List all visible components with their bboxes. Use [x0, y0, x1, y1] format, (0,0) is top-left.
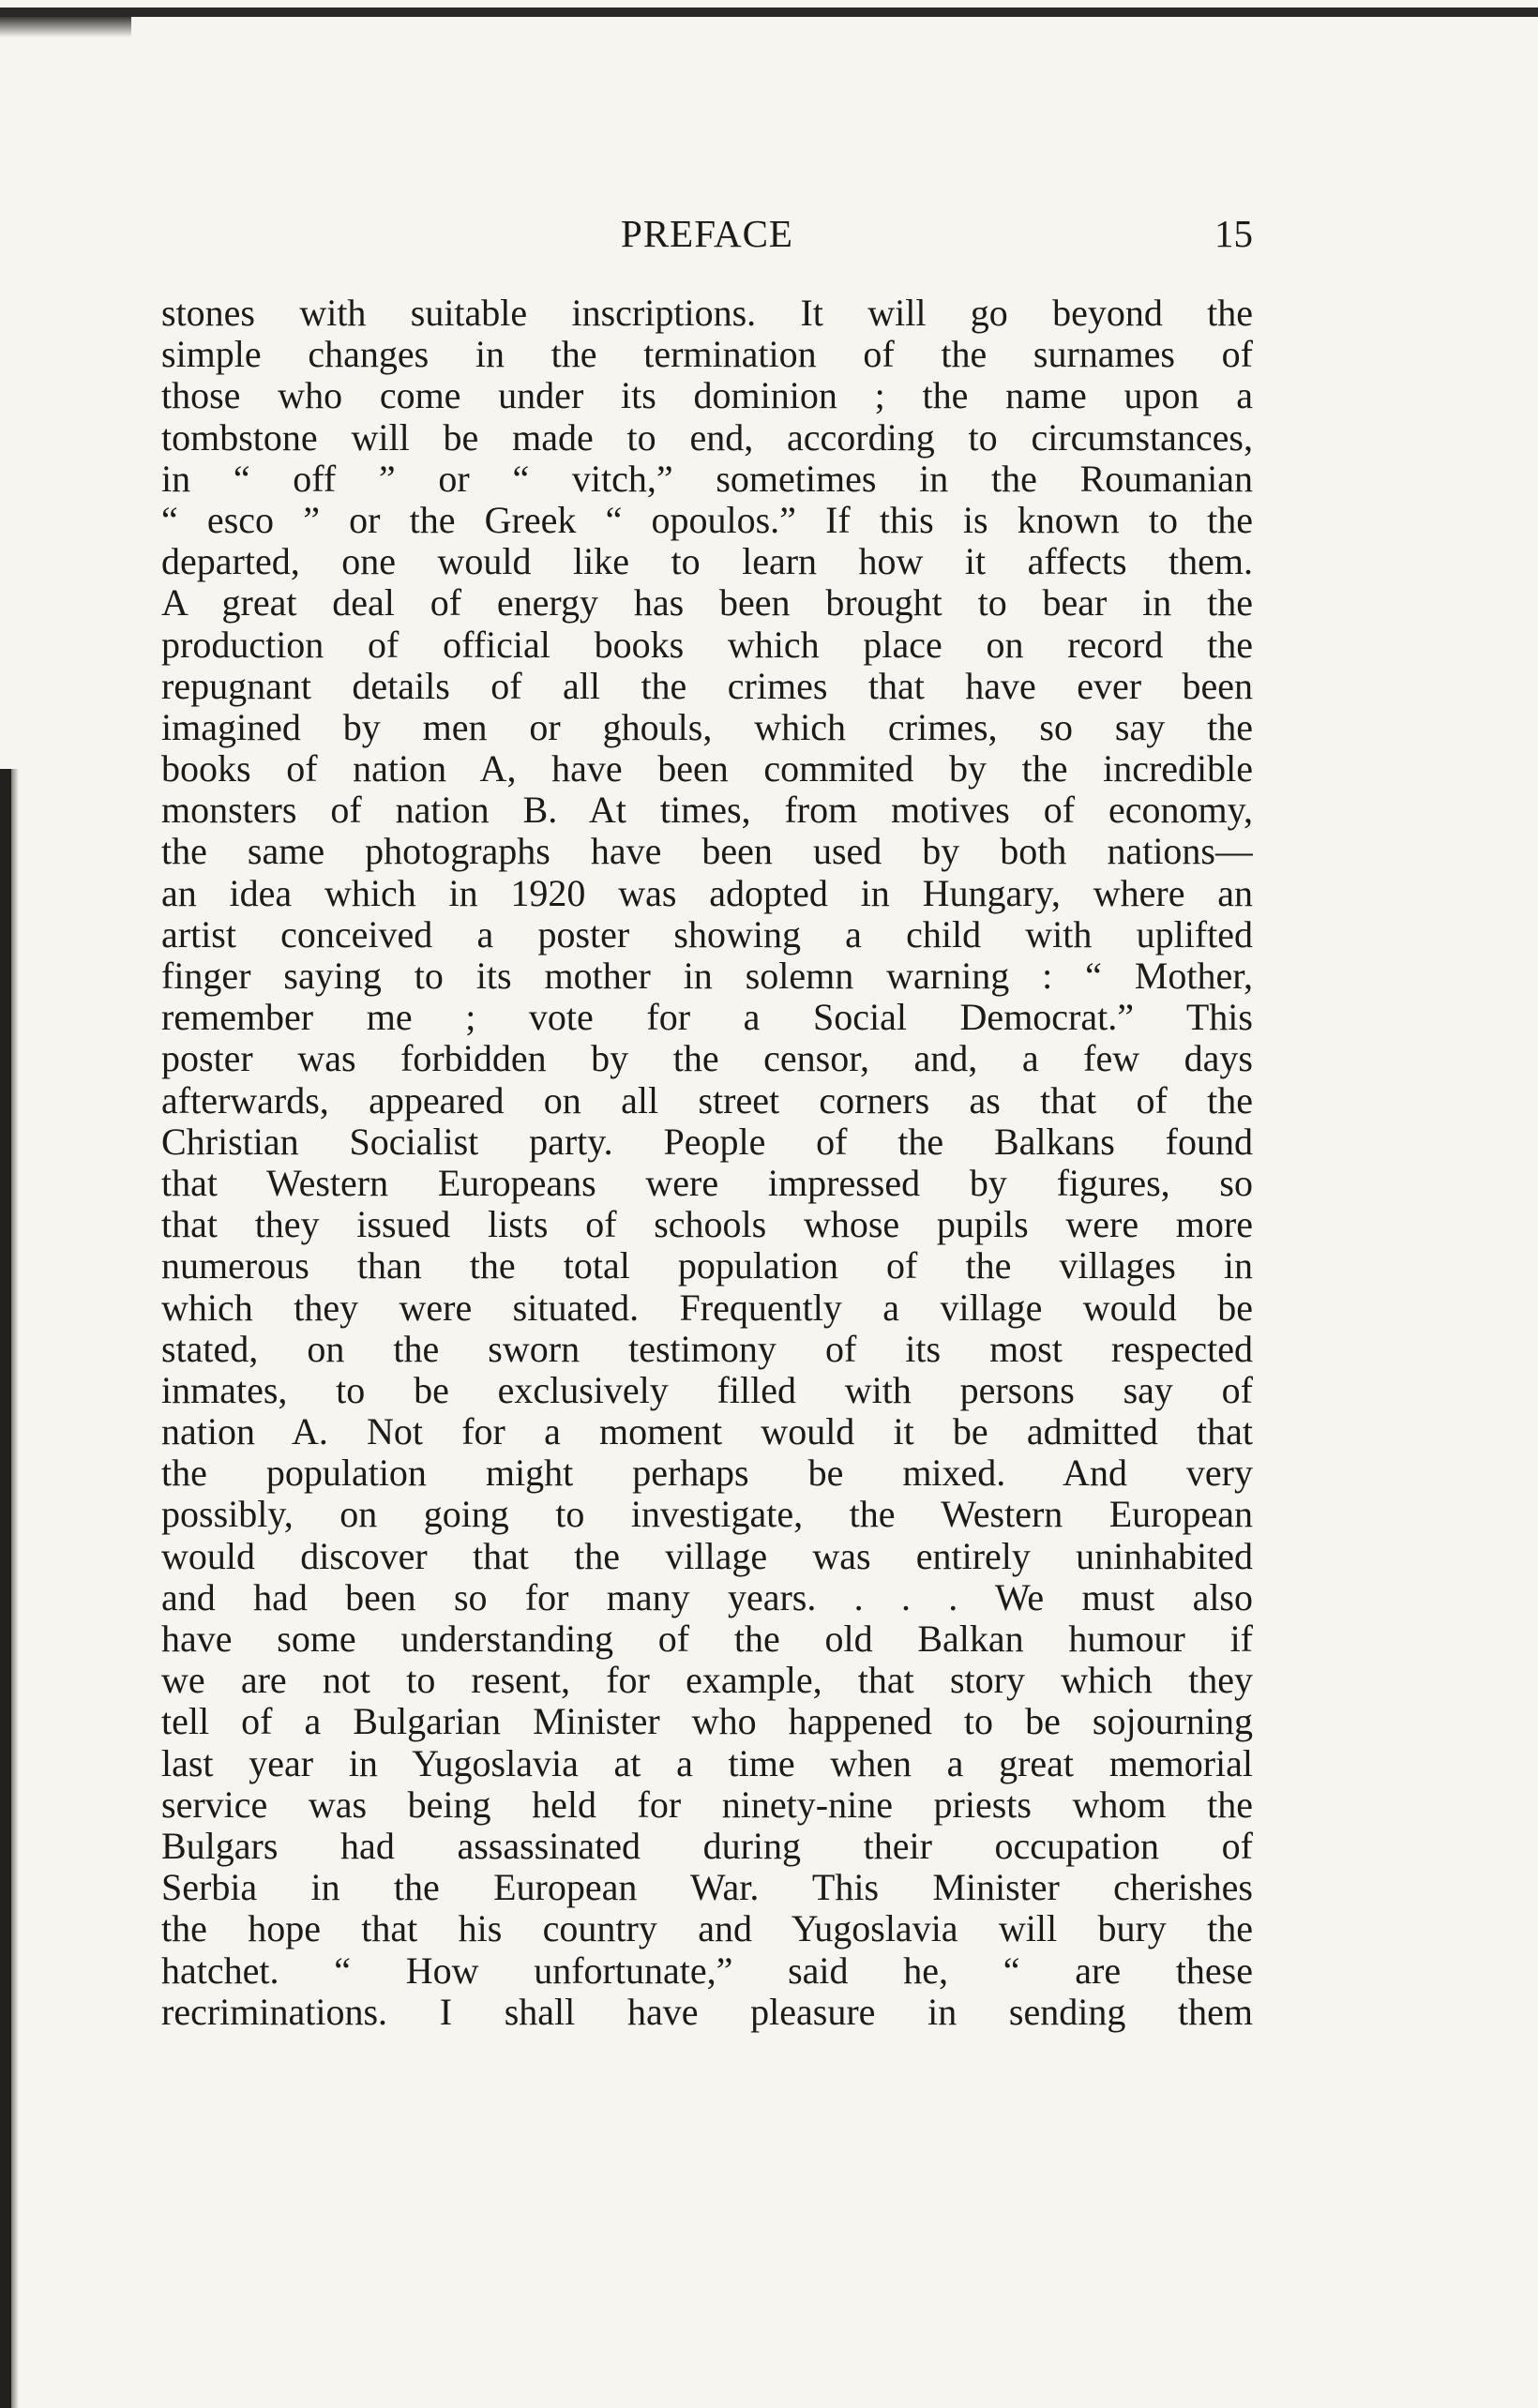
- text-line: that they issued lists of schools whose pupils were more: [161, 1204, 1253, 1246]
- text-line: monsters of nation B. At times, from motives of economy,: [161, 790, 1253, 832]
- text-line: books of nation A, have been commited by the incredible: [161, 748, 1253, 790]
- running-head: [161, 211, 1253, 267]
- text-line: which they were situated. Frequently a village would be: [161, 1287, 1253, 1329]
- text-line: remember me ; vote for a Social Democrat.” This: [161, 997, 1253, 1039]
- text-line: the hope that his country and Yugoslavia will bury the: [161, 1908, 1253, 1950]
- scan-top-edge: [0, 8, 1538, 17]
- scan-top-shadow: [0, 17, 131, 38]
- text-line: service was being held for ninety-nine priests whom the: [161, 1783, 1253, 1826]
- text-line: and had been so for many years. . . . We must also: [161, 1576, 1253, 1618]
- text-line: Bulgars had assassinated during their occupation of: [161, 1825, 1253, 1867]
- text-line: stones with suitable inscriptions. It will go beyond the: [161, 293, 1253, 334]
- text-line: production of official books which place on record the: [161, 624, 1253, 666]
- text-line: stated, on the sworn testimony of its most respected: [161, 1328, 1253, 1370]
- text-line: A great deal of energy has been brought to bear in the: [161, 582, 1253, 625]
- text-line: afterwards, appeared on all street corners as that of the: [161, 1079, 1253, 1121]
- text-line: an idea which in 1920 was adopted in Hungary, where an: [161, 872, 1253, 914]
- text-line: the same photographs have been used by both nations—: [161, 831, 1253, 873]
- scan-left-edge: [0, 769, 11, 2408]
- text-line: would discover that the village was entirely uninhabited: [161, 1535, 1253, 1577]
- text-line: recriminations. I shall have pleasure in sending them: [161, 1991, 1253, 2033]
- text-line: “ esco ” or the Greek “ opoulos.” If this is known to the: [161, 499, 1253, 541]
- text-line: Christian Socialist party. People of the Balkans found: [161, 1121, 1253, 1163]
- text-line: finger saying to its mother in solemn warning : “ Mother,: [161, 956, 1253, 997]
- text-line: Serbia in the European War. This Minister cherishes: [161, 1867, 1253, 1909]
- text-line: tell of a Bulgarian Minister who happened to be sojourning: [161, 1701, 1253, 1743]
- text-line: simple changes in the termination of the surnames of: [161, 334, 1253, 376]
- running-head-title: PREFACE: [621, 212, 793, 255]
- text-line: last year in Yugoslavia at a time when a great memorial: [161, 1742, 1253, 1784]
- text-line: in “ off ” or “ vitch,” sometimes in the Roumanian: [161, 458, 1253, 500]
- text-line: those who come under its dominion ; the name upon a: [161, 375, 1253, 417]
- text-line: that Western Europeans were impressed by figures, so: [161, 1162, 1253, 1204]
- text-line: inmates, to be exclusively filled with persons say of: [161, 1369, 1253, 1411]
- page-number: 15: [1214, 212, 1253, 255]
- text-line: poster was forbidden by the censor, and, a few days: [161, 1038, 1253, 1080]
- text-line: imagined by men or ghouls, which crimes, so say the: [161, 706, 1253, 748]
- text-line: artist conceived a poster showing a child with uplifted: [161, 913, 1253, 956]
- text-line: we are not to resent, for example, that story which they: [161, 1660, 1253, 1702]
- scan-left-edge-shadow: [11, 769, 19, 2408]
- text-line: tombstone will be made to end, according to circumstances,: [161, 416, 1253, 459]
- text-line: nation A. Not for a moment would it be admitted that: [161, 1411, 1253, 1453]
- text-line: numerous than the total population of the villages in: [161, 1245, 1253, 1287]
- text-line: possibly, on going to investigate, the Western European: [161, 1494, 1253, 1536]
- text-line: have some understanding of the old Balkan humour if: [161, 1618, 1253, 1660]
- text-line: departed, one would like to learn how it affects them.: [161, 541, 1253, 583]
- body-text: [161, 293, 1253, 2033]
- text-line: hatchet. “ How unfortunate,” said he, “ are these: [161, 1949, 1253, 1992]
- text-line: repugnant details of all the crimes that have ever been: [161, 665, 1253, 707]
- text-line: the population might perhaps be mixed. And very: [161, 1452, 1253, 1495]
